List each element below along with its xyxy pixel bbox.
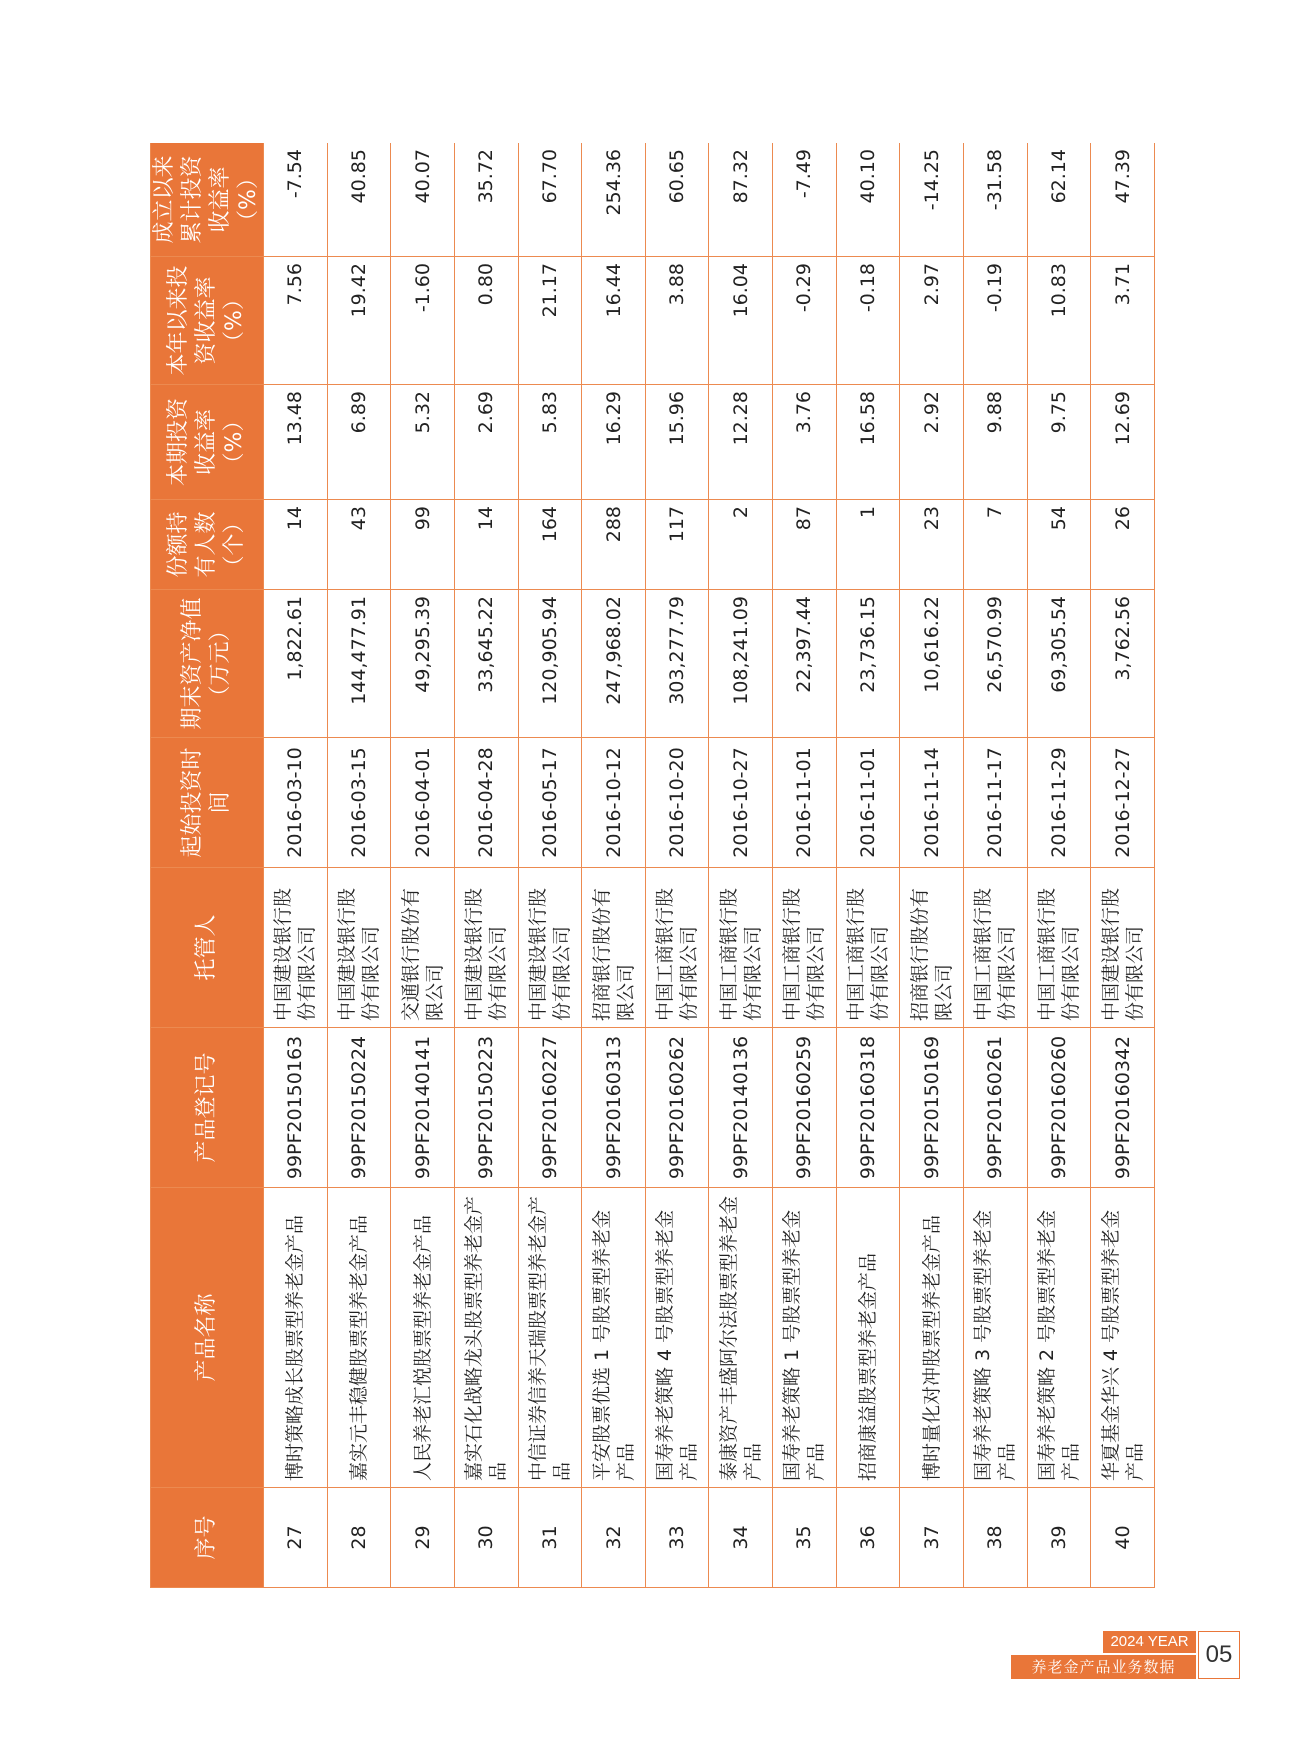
cell-period-return: 2.69 [454, 385, 518, 500]
cell-registration-no: 99PF20140136 [709, 1028, 773, 1188]
cell-custodian: 中国工商银行股份有限公司 [836, 868, 900, 1028]
cell-registration-no: 99PF20150223 [454, 1028, 518, 1188]
cell-product-name: 华夏基金华兴 4 号股票型养老金产品 [1091, 1188, 1155, 1488]
cell-cumulative-return: 40.07 [391, 143, 455, 257]
cell-period-return: 5.32 [391, 385, 455, 500]
cell-product-name: 平安股票优选 1 号股票型养老金产品 [582, 1188, 646, 1488]
cell-holders: 99 [391, 500, 455, 590]
cell-holders: 43 [327, 500, 391, 590]
cell-net-asset: 3,762.56 [1091, 590, 1155, 738]
cell-ytd-return: 21.17 [518, 257, 582, 385]
cell-start-date: 2016-10-12 [582, 738, 646, 868]
cell-cumulative-return: -14.25 [900, 143, 964, 257]
rotated-table-container [150, 143, 1155, 1588]
cell-custodian: 交通银行股份有限公司 [391, 868, 455, 1028]
cell-cumulative-return: 60.65 [645, 143, 709, 257]
cell-period-return: 15.96 [645, 385, 709, 500]
table-row [454, 143, 518, 1588]
cell-product-name: 嘉实元丰稳健股票型养老金产品 [327, 1188, 391, 1488]
table-row [645, 143, 709, 1588]
cell-start-date: 2016-11-01 [836, 738, 900, 868]
cell-registration-no: 99PF20150224 [327, 1028, 391, 1188]
cell-cumulative-return: 254.36 [582, 143, 646, 257]
cell-index: 31 [518, 1488, 582, 1588]
cell-registration-no: 99PF20160261 [964, 1028, 1028, 1188]
cell-period-return: 5.83 [518, 385, 582, 500]
table-row [1091, 143, 1155, 1588]
cell-period-return: 12.69 [1091, 385, 1155, 500]
cell-product-name: 人民养老汇悦股票型养老金产品 [391, 1188, 455, 1488]
cell-holders: 23 [900, 500, 964, 590]
cell-start-date: 2016-12-27 [1091, 738, 1155, 868]
cell-registration-no: 99PF20160227 [518, 1028, 582, 1188]
cell-holders: 7 [964, 500, 1028, 590]
cell-start-date: 2016-11-17 [964, 738, 1028, 868]
cell-holders: 14 [454, 500, 518, 590]
cell-ytd-return: 3.71 [1091, 257, 1155, 385]
cell-index: 39 [1027, 1488, 1091, 1588]
header-net-asset: 期末资产净值（万元） [151, 590, 264, 738]
header-holders: 份额持有人数（个） [151, 500, 264, 590]
cell-holders: 117 [645, 500, 709, 590]
cell-custodian: 中国工商银行股份有限公司 [1027, 868, 1091, 1028]
cell-registration-no: 99PF20140141 [391, 1028, 455, 1188]
cell-ytd-return: -0.19 [964, 257, 1028, 385]
cell-net-asset: 49,295.39 [391, 590, 455, 738]
cell-registration-no: 99PF20150163 [264, 1028, 328, 1188]
cell-start-date: 2016-10-27 [709, 738, 773, 868]
cell-ytd-return: 3.88 [645, 257, 709, 385]
cell-custodian: 招商银行股份有限公司 [582, 868, 646, 1028]
table-row [709, 143, 773, 1588]
cell-ytd-return: 0.80 [454, 257, 518, 385]
cell-net-asset: 120,905.94 [518, 590, 582, 738]
cell-ytd-return: 10.83 [1027, 257, 1091, 385]
cell-product-name: 中信证券信养天瑞股票型养老金产品 [518, 1188, 582, 1488]
cell-net-asset: 26,570.99 [964, 590, 1028, 738]
cell-net-asset: 33,645.22 [454, 590, 518, 738]
cell-index: 36 [836, 1488, 900, 1588]
cell-start-date: 2016-03-15 [327, 738, 391, 868]
cell-product-name: 嘉实石化战略龙头股票型养老金产品 [454, 1188, 518, 1488]
cell-period-return: 12.28 [709, 385, 773, 500]
cell-cumulative-return: 67.70 [518, 143, 582, 257]
cell-registration-no: 99PF20160313 [582, 1028, 646, 1188]
cell-cumulative-return: 87.32 [709, 143, 773, 257]
cell-product-name: 国寿养老策略 1 号股票型养老金产品 [773, 1188, 837, 1488]
cell-product-name: 招商康益股票型养老金产品 [836, 1188, 900, 1488]
cell-net-asset: 303,277.79 [645, 590, 709, 738]
cell-custodian: 中国工商银行股份有限公司 [964, 868, 1028, 1028]
cell-custodian: 招商银行股份有限公司 [900, 868, 964, 1028]
cell-custodian: 中国建设银行股份有限公司 [264, 868, 328, 1028]
report-year: 2024 YEAR [1103, 1631, 1196, 1653]
cell-cumulative-return: -7.54 [264, 143, 328, 257]
cell-period-return: 2.92 [900, 385, 964, 500]
cell-custodian: 中国建设银行股份有限公司 [1091, 868, 1155, 1028]
cell-registration-no: 99PF20160260 [1027, 1028, 1091, 1188]
cell-custodian: 中国工商银行股份有限公司 [709, 868, 773, 1028]
cell-start-date: 2016-11-29 [1027, 738, 1091, 868]
cell-net-asset: 247,968.02 [582, 590, 646, 738]
cell-registration-no: 99PF20160342 [1091, 1028, 1155, 1188]
cell-ytd-return: 16.04 [709, 257, 773, 385]
cell-holders: 26 [1091, 500, 1155, 590]
cell-net-asset: 1,822.61 [264, 590, 328, 738]
cell-period-return: 16.58 [836, 385, 900, 500]
cell-index: 28 [327, 1488, 391, 1588]
cell-product-name: 国寿养老策略 3 号股票型养老金产品 [964, 1188, 1028, 1488]
cell-period-return: 9.88 [964, 385, 1028, 500]
cell-start-date: 2016-03-10 [264, 738, 328, 868]
table-row [836, 143, 900, 1588]
table-row [582, 143, 646, 1588]
cell-period-return: 6.89 [327, 385, 391, 500]
header-period-return: 本期投资收益率（%） [151, 385, 264, 500]
cell-holders: 54 [1027, 500, 1091, 590]
cell-index: 30 [454, 1488, 518, 1588]
cell-holders: 164 [518, 500, 582, 590]
cell-period-return: 3.76 [773, 385, 837, 500]
cell-ytd-return: -1.60 [391, 257, 455, 385]
table-row [964, 143, 1028, 1588]
cell-net-asset: 10,616.22 [900, 590, 964, 738]
cell-product-name: 国寿养老策略 2 号股票型养老金产品 [1027, 1188, 1091, 1488]
cell-ytd-return: -0.18 [836, 257, 900, 385]
table-row [264, 143, 328, 1588]
cell-start-date: 2016-05-17 [518, 738, 582, 868]
cell-period-return: 16.29 [582, 385, 646, 500]
cell-cumulative-return: 47.39 [1091, 143, 1155, 257]
table-row [1027, 143, 1091, 1588]
table-row [327, 143, 391, 1588]
cell-cumulative-return: 40.85 [327, 143, 391, 257]
cell-holders: 2 [709, 500, 773, 590]
cell-net-asset: 108,241.09 [709, 590, 773, 738]
header-start-date: 起始投资时间 [151, 738, 264, 868]
cell-holders: 14 [264, 500, 328, 590]
cell-custodian: 中国工商银行股份有限公司 [645, 868, 709, 1028]
cell-start-date: 2016-10-20 [645, 738, 709, 868]
header-product-name: 产品名称 [151, 1188, 264, 1488]
cell-period-return: 9.75 [1027, 385, 1091, 500]
header-custodian: 托管人 [151, 868, 264, 1028]
table-header-row [151, 143, 264, 1588]
cell-ytd-return: -0.29 [773, 257, 837, 385]
cell-holders: 288 [582, 500, 646, 590]
table-row [900, 143, 964, 1588]
cell-ytd-return: 19.42 [327, 257, 391, 385]
cell-index: 33 [645, 1488, 709, 1588]
cell-net-asset: 69,305.54 [1027, 590, 1091, 738]
cell-index: 37 [900, 1488, 964, 1588]
header-cumulative-return: 成立以来累计投资收益率（%） [151, 143, 264, 257]
cell-registration-no: 99PF20160259 [773, 1028, 837, 1188]
cell-start-date: 2016-11-01 [773, 738, 837, 868]
cell-holders: 1 [836, 500, 900, 590]
cell-index: 38 [964, 1488, 1028, 1588]
cell-start-date: 2016-04-01 [391, 738, 455, 868]
cell-cumulative-return: 40.10 [836, 143, 900, 257]
cell-cumulative-return: -7.49 [773, 143, 837, 257]
cell-cumulative-return: -31.58 [964, 143, 1028, 257]
cell-net-asset: 22,397.44 [773, 590, 837, 738]
cell-ytd-return: 7.56 [264, 257, 328, 385]
cell-index: 27 [264, 1488, 328, 1588]
cell-start-date: 2016-04-28 [454, 738, 518, 868]
cell-registration-no: 99PF20160262 [645, 1028, 709, 1188]
page-number: 05 [1198, 1631, 1240, 1679]
cell-custodian: 中国工商银行股份有限公司 [773, 868, 837, 1028]
table-row [391, 143, 455, 1588]
cell-custodian: 中国建设银行股份有限公司 [327, 868, 391, 1028]
cell-period-return: 13.48 [264, 385, 328, 500]
cell-product-name: 泰康资产丰盛阿尔法股票型养老金产品 [709, 1188, 773, 1488]
cell-start-date: 2016-11-14 [900, 738, 964, 868]
cell-product-name: 博时策略成长股票型养老金产品 [264, 1188, 328, 1488]
cell-product-name: 国寿养老策略 4 号股票型养老金产品 [645, 1188, 709, 1488]
header-registration-no: 产品登记号 [151, 1028, 264, 1188]
cell-index: 32 [582, 1488, 646, 1588]
cell-index: 34 [709, 1488, 773, 1588]
cell-ytd-return: 2.97 [900, 257, 964, 385]
cell-custodian: 中国建设银行股份有限公司 [518, 868, 582, 1028]
cell-net-asset: 144,477.91 [327, 590, 391, 738]
cell-index: 35 [773, 1488, 837, 1588]
cell-custodian: 中国建设银行股份有限公司 [454, 868, 518, 1028]
report-badge [1011, 1631, 1196, 1679]
header-index: 序号 [151, 1488, 264, 1588]
report-subtitle: 养老金产品业务数据 [1011, 1655, 1196, 1679]
cell-index: 40 [1091, 1488, 1155, 1588]
cell-net-asset: 23,736.15 [836, 590, 900, 738]
cell-product-name: 博时量化对冲股票型养老金产品 [900, 1188, 964, 1488]
table-row [773, 143, 837, 1588]
cell-holders: 87 [773, 500, 837, 590]
cell-registration-no: 99PF20150169 [900, 1028, 964, 1188]
pension-products-table [150, 143, 1155, 1588]
cell-ytd-return: 16.44 [582, 257, 646, 385]
cell-cumulative-return: 35.72 [454, 143, 518, 257]
cell-index: 29 [391, 1488, 455, 1588]
table-row [518, 143, 582, 1588]
cell-registration-no: 99PF20160318 [836, 1028, 900, 1188]
header-ytd-return: 本年以来投资收益率（%） [151, 257, 264, 385]
cell-cumulative-return: 62.14 [1027, 143, 1091, 257]
